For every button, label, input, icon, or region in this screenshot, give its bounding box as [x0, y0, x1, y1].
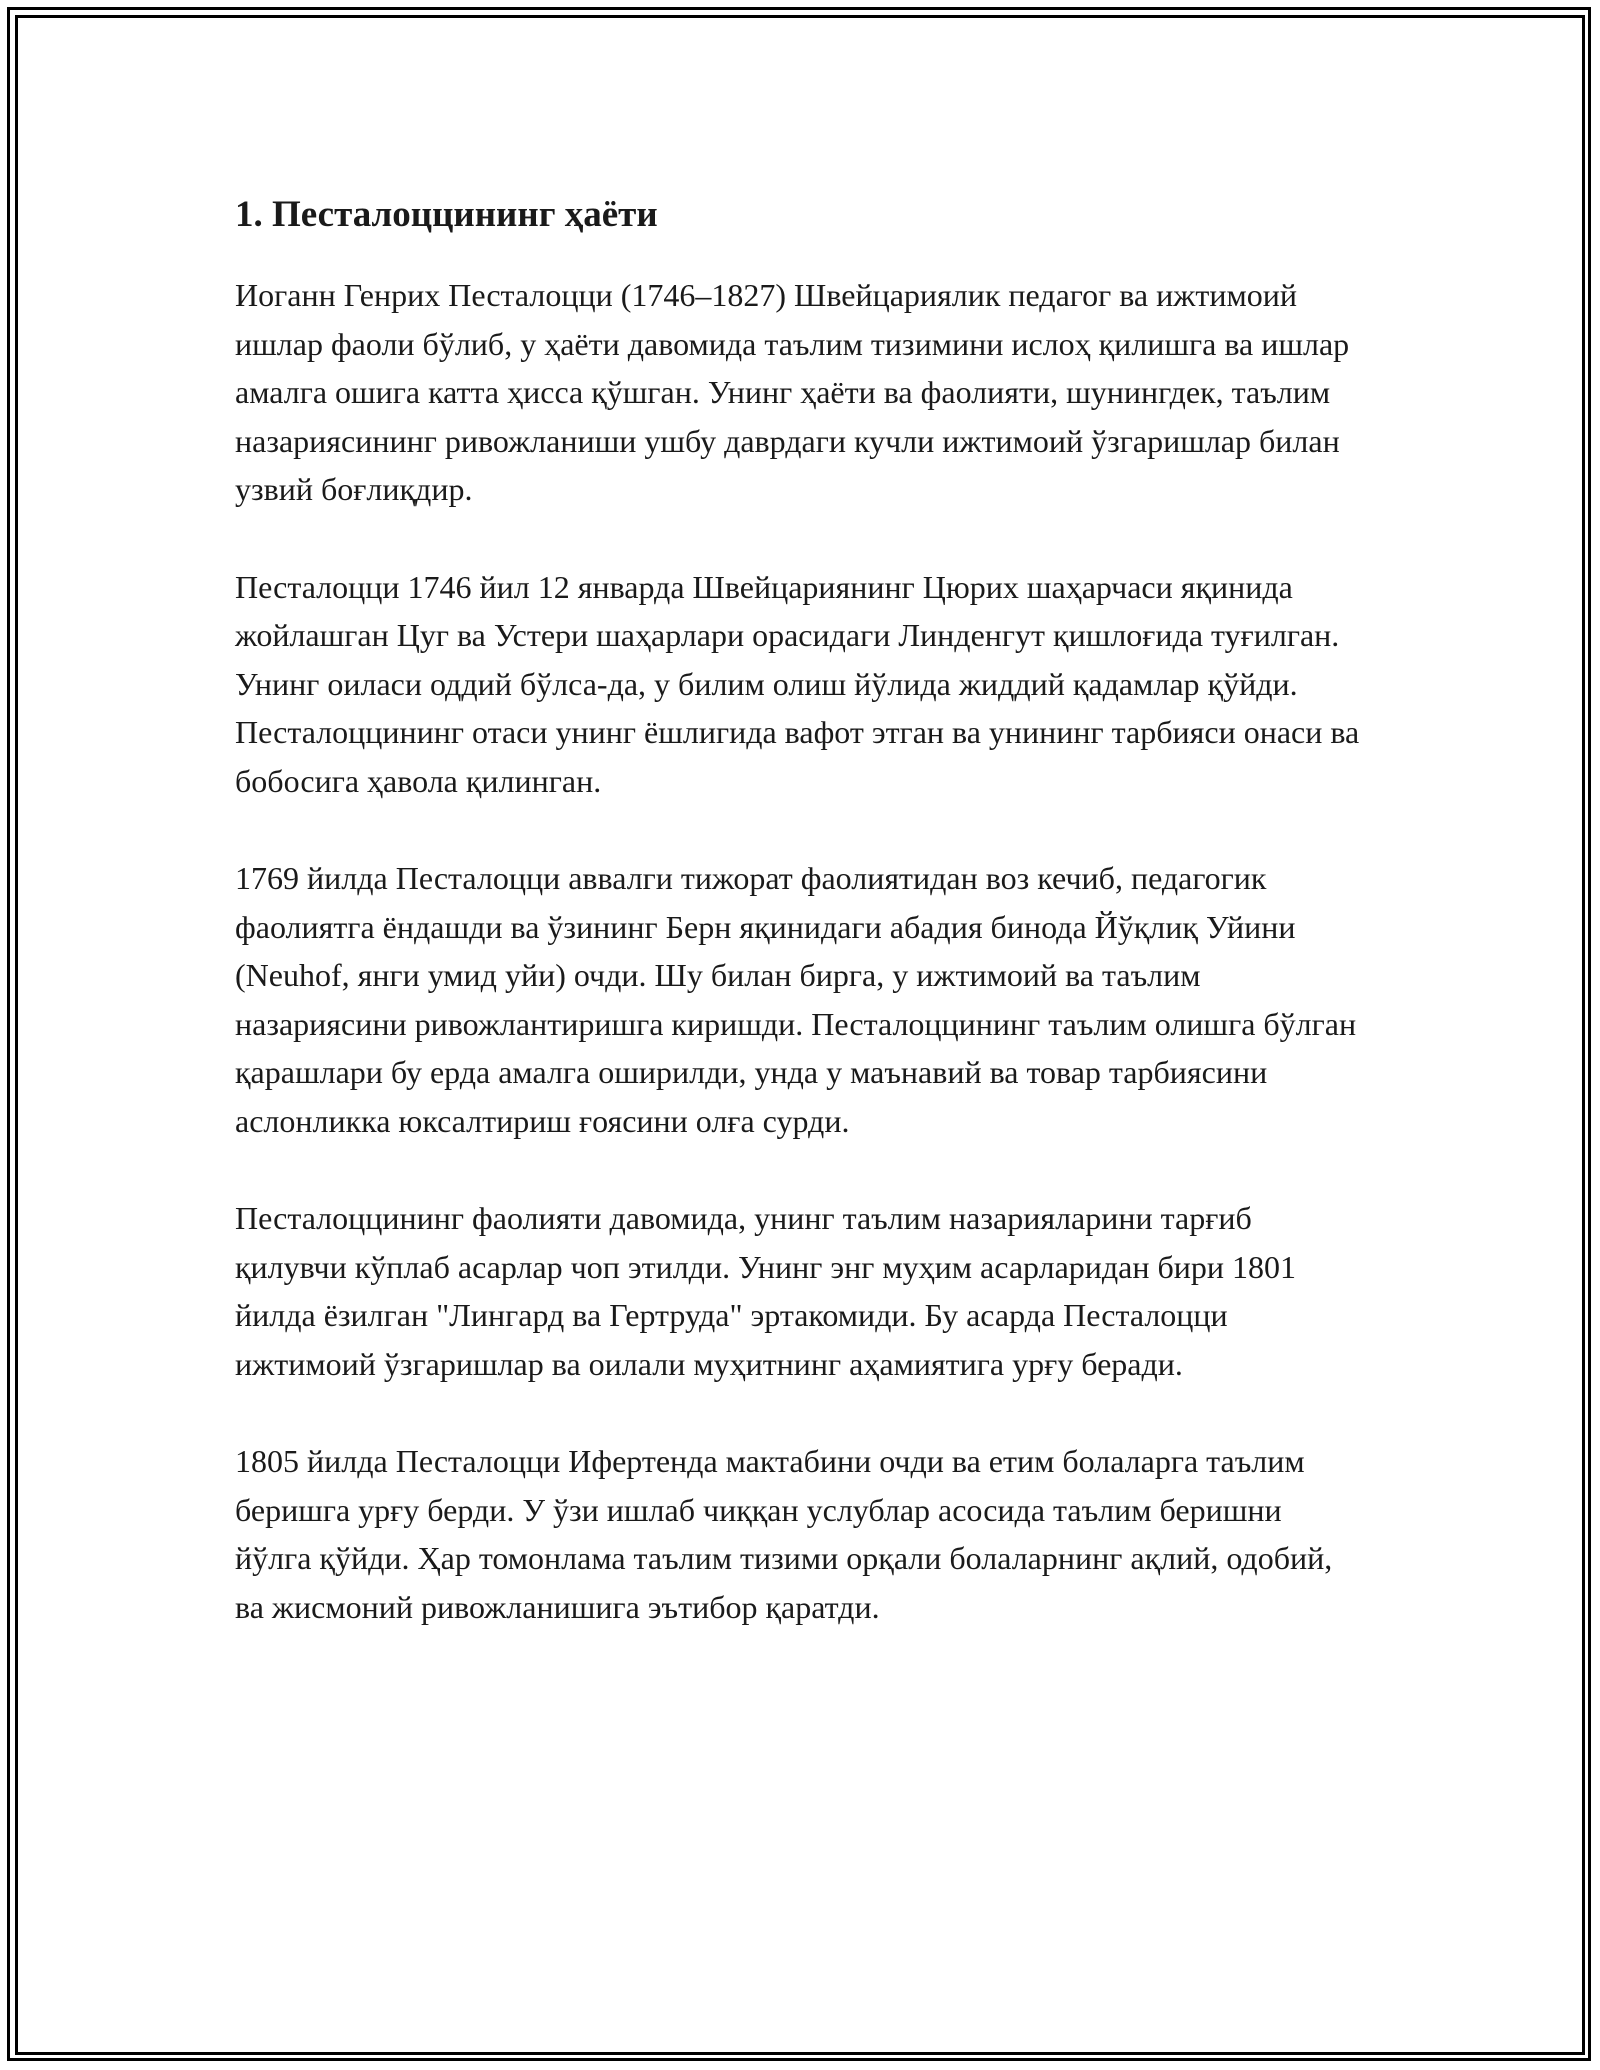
paragraph-neuhof: 1769 йилда Песталоцци аввалги тижорат фаолиятидан воз кечиб, педагогик фаолиятга ёндашди ва ўзининг Берн яқинидаги абадия бинода Йўқлиқ Уйини (Neuhof, янги умид уйи) очди. Шу билан бирга, у ижтимоий ва таълим назариясини ривожлантиришга киришди. Песталоццининг таълим олишга бўлган қарашлари бу ерда амалга оширилди, унда у маънавий ва товар тарбиясини аслонликка юксалтириш ғоясини олға сурди. — [235, 860, 1357, 1139]
paragraph-yverdon: 1805 йилда Песталоцци Ифертенда мактабини очди ва етим болаларга таълим беришга урғу берди. У ўзи ишлаб чиққан услублар асосида таълим беришни йўлга қўйди. Ҳар томонлама таълим тизими орқали болаларнинг ақлий, одобий, ва жисмоний ривожланишига эътибор қаратди. — [235, 1443, 1333, 1625]
paragraph-works: Песталоццининг фаолияти давомида, унинг таълим назарияларини тарғиб қилувчи кўплаб асарлар чоп этилди. Унинг энг муҳим асарларидан бири 1801 йилда ёзилган "Лингард ва Гертруда" эртакомиди. Бу асарда Песталоцци ижтимоий ўзгаришлар ва оилали муҳитнинг аҳамиятига урғу беради. — [235, 1200, 1297, 1382]
section-heading: 1. Песталоццининг ҳаёти — [235, 194, 658, 235]
paragraph-intro: Иоганн Генрих Песталоцци (1746–1827) Швейцариялик педагог ва ижтимоий ишлар фаоли бўлиб, у ҳаёти давомида таълим тизимини ислоҳ қилишга ва ишлар амалга ошига катта ҳисса қўшган. Унинг ҳаёти ва фаолияти, шунингдек, таълим назариясининг ривожланиши ушбу даврдаги кучли ижтимоий ўзгаришлар билан узвий боғлиқдир. — [235, 277, 1350, 507]
document-body — [235, 185, 1365, 1680]
paragraph-birth: Песталоцци 1746 йил 12 январда Швейцариянинг Цюрих шаҳарчаси яқинида жойлашган Цуг ва Устери шаҳарлари орасидаги Линденгут қишлоғида туғилган. Унинг оиласи оддий бўлса-да, у билим олиш йўлида жиддий қадамлар қўйди. Песталоццининг отаси унинг ёшлигида вафот этган ва унининг тарбияси онаси ва бобосига ҳавола қилинган. — [235, 568, 1360, 799]
